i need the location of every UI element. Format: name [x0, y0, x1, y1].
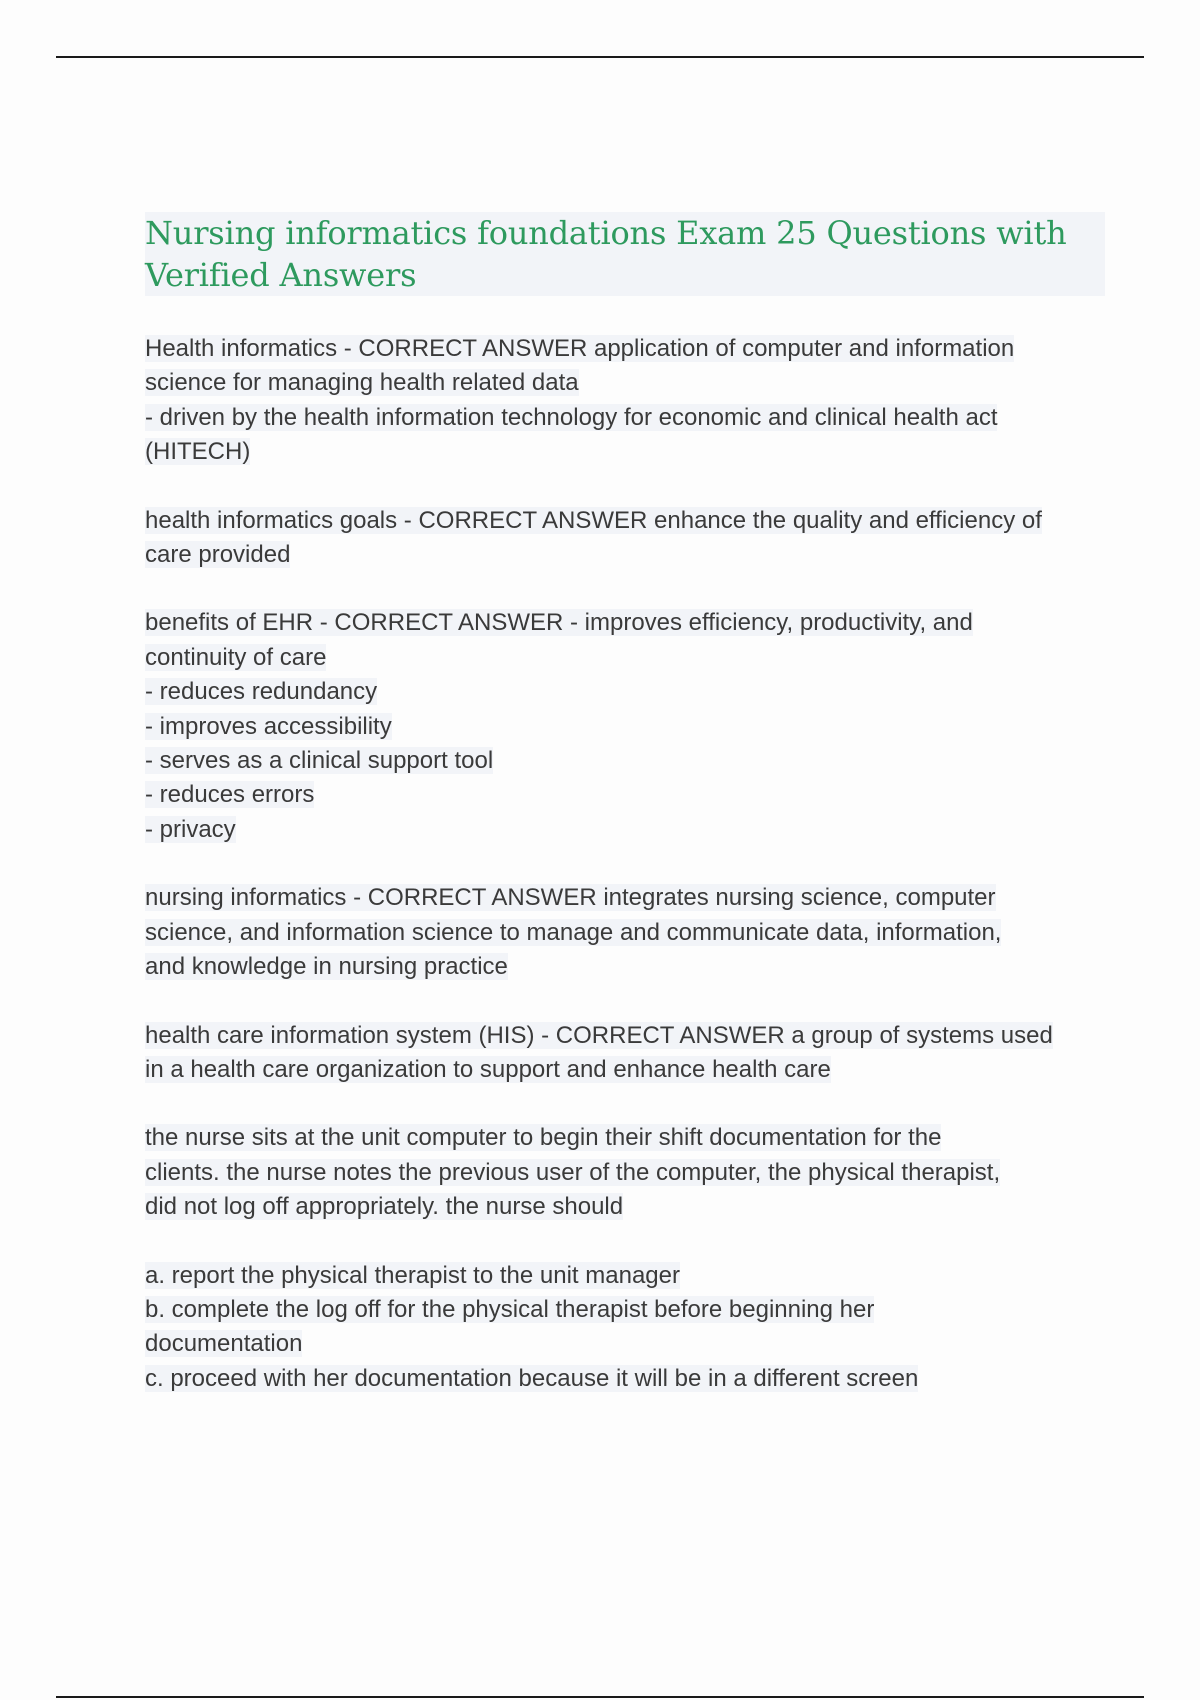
text-line: Health informatics - CORRECT ANSWER application of computer and information — [145, 335, 1015, 362]
text-line: science, and information science to manage and communicate data, information, — [145, 918, 1002, 946]
text-line: - serves as a clinical support tool — [145, 747, 494, 775]
text-line: - privacy — [145, 815, 236, 843]
text-line: a. report the physical therapist to the unit manager — [145, 1261, 680, 1289]
bottom-rule — [56, 1696, 1144, 1698]
text-line: in a health care organization to support and enhance health care — [145, 1055, 831, 1083]
title-line: Verified Answers — [145, 254, 1105, 296]
qa-entry-benefits-of-ehr — [145, 606, 1105, 847]
text-line: - reduces redundancy — [145, 678, 378, 706]
qa-entry-answer-options — [145, 1259, 1105, 1397]
qa-entry-health-care-information-system — [145, 1019, 1105, 1088]
text-line: care provided — [145, 541, 291, 569]
text-line: - improves accessibility — [145, 712, 392, 740]
qa-entry-question-scenario — [145, 1121, 1105, 1224]
text-line: - driven by the health information technology for economic and clinical health act — [145, 403, 998, 431]
qa-entry-nursing-informatics — [145, 881, 1105, 984]
qa-entry-health-informatics-goals — [145, 504, 1105, 573]
text-line: the nurse sits at the unit computer to begin their shift documentation for the — [145, 1124, 942, 1152]
title-line: Nursing informatics foundations Exam 25 Questions with — [145, 212, 1105, 254]
document-title — [145, 212, 1105, 296]
text-line: c. proceed with her documentation because it will be in a different screen — [145, 1364, 919, 1392]
text-line: did not log off appropriately. the nurse should — [145, 1193, 624, 1221]
text-line: health care information system (HIS) - CORRECT ANSWER a group of systems used — [145, 1021, 1053, 1049]
top-rule — [56, 56, 1144, 58]
text-line: (HITECH) — [145, 438, 251, 466]
text-line: health informatics goals - CORRECT ANSWER enhance the quality and efficiency of — [145, 506, 1042, 534]
text-line: b. complete the log off for the physical therapist before beginning her — [145, 1295, 875, 1323]
text-line: science for managing health related data — [145, 369, 579, 397]
text-line: documentation — [145, 1330, 303, 1358]
text-line: and knowledge in nursing practice — [145, 953, 508, 981]
text-line: continuity of care — [145, 643, 327, 671]
text-line: nursing informatics - CORRECT ANSWER integrates nursing science, computer — [145, 884, 996, 912]
text-line: clients. the nurse notes the previous user of the computer, the physical therapist, — [145, 1158, 1001, 1186]
qa-entry-health-informatics — [145, 332, 1105, 470]
text-line: benefits of EHR - CORRECT ANSWER - improves efficiency, productivity, and — [145, 609, 973, 637]
text-line: - reduces errors — [145, 781, 315, 809]
document-body — [145, 212, 1105, 1396]
